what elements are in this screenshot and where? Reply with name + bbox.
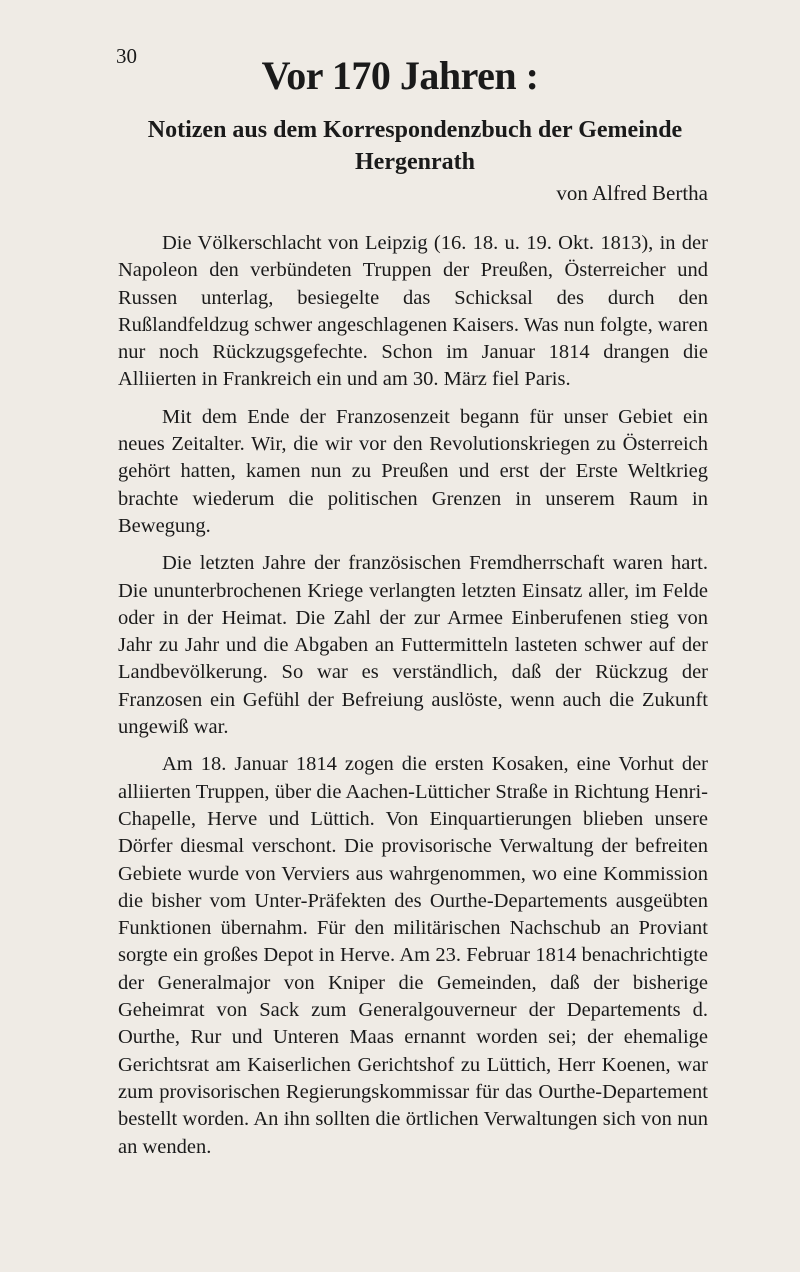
article-body — [118, 230, 708, 1161]
author-line: von Alfred Bertha — [556, 181, 708, 205]
page-number: 30 — [116, 44, 137, 68]
article-subtitle: Notizen aus dem Korrespondenzbuch der Gemeinde Hergenrath — [147, 117, 683, 175]
paragraph: Mit dem Ende der Franzosenzeit begann für unser Gebiet ein neues Zeitalter. Wir, die wir vor den Revolutionskriegen zu Österreich gehört hatten, kamen nun zu Preußen und erst der Erste Weltkrieg brachte wiederum die politischen Grenzen in unserem Raum in Bewegung. — [118, 405, 708, 537]
paragraph: Die letzten Jahre der französischen Fremdherrschaft waren hart. Die ununterbrochenen Kriege verlangten letzten Einsatz aller, im Felde oder in der Heimat. Die Zahl der zur Armee Einberufenen stieg von Jahr zu Jahr und die Abgaben an Futtermitteln lasteten schwer auf der Landbevölkerung. So war es verständlich, daß der Rückzug der Franzosen ein Gefühl der Befreiung auslöste, wenn auch die Zukunft ungewiß war. — [118, 552, 708, 739]
paragraph: Am 18. Januar 1814 zogen die ersten Kosaken, eine Vorhut der alliierten Truppen, über die Aachen-Lütticher Straße in Richtung Henri-Chapelle, Herve und Lüttich. Von Einquartierungen blieben unsere Dörfer diesmal verschont. Die provisorische Verwaltung der befreiten Gebiete wurde von Verviers aus wahrgenommen, wo eine Kommission die bisher vom Unter-Präfekten des Ourthe-Departements ausgeübten Funktionen übernahm. Für den militärischen Nachschub an Proviant sorgte ein großes Depot in Herve. Am 23. Februar 1814 benachrichtigte der Generalmajor von Kniper die Gemeinden, daß der bisherige Geheimrat von Sack zum Generalgouverneur der Departements d. Ourthe, Rur und Unteren Maas ernannt worden sei; der ehemalige Gerichtsrat am Kaiserlichen Gerichtshof zu Lüttich, Herr Koenen, war zum provisorischen Regierungskommissar für das Ourthe-Departement bestellt worden. An ihn sollten die örtlichen Verwaltungen sich von nun an wenden. — [118, 753, 708, 1158]
paragraph: Die Völkerschlacht von Leipzig (16. 18. u. 19. Okt. 1813), in der Napoleon den verbündeten Truppen der Preußen, Österreicher und Russen unterlag, besiegelte das Schicksal des durch den Rußlandfeldzug schwer angeschlagenen Kaisers. Was nun folgte, waren nur noch Rückzugsgefechte. Schon im Januar 1814 drangen die Alliierten in Frankreich ein und am 30. März fiel Paris. — [118, 232, 708, 391]
article-title: Vor 170 Jahren : — [261, 53, 539, 98]
